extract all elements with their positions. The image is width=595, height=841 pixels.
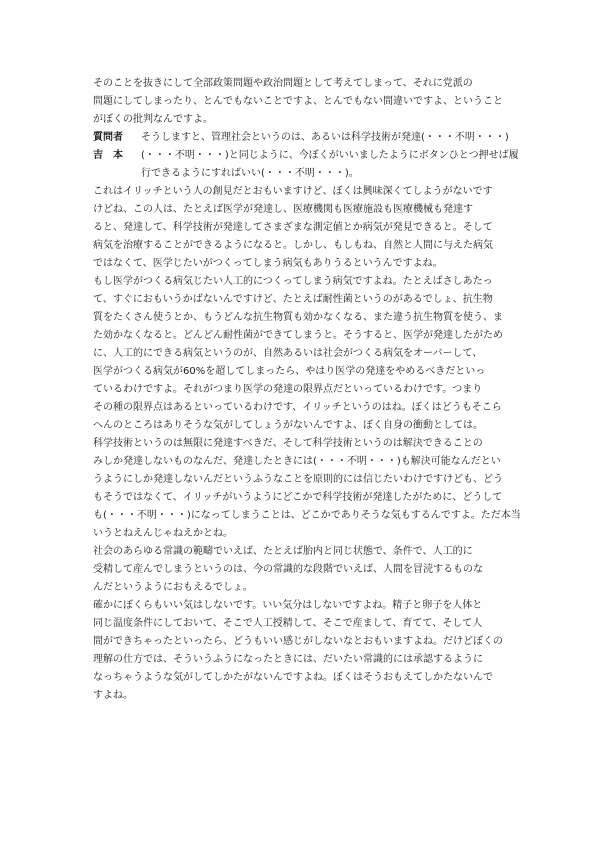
dialogue-line [93, 147, 563, 165]
text-line: けどね、この人は、たとえば医学が発達し、医療機関も医療施設も医療機械も発達す [93, 204, 473, 215]
text-line: 問題にしてしまったり、とんでもないことですよ、とんでもない間違いですよ、ということ [93, 96, 503, 107]
text-line: もそうではなくて、イリッチがいうようにどこかで科学技術が発達したがために、どうして [93, 492, 503, 503]
text-line: に、人工的にできる病気というのが、自然あるいは社会がつくる病気をオーバーして、 [93, 348, 483, 359]
text-line: なっちゃうような気がしてしかたがないんですよね。ぼくはそうおもえてしかたないんで [93, 672, 493, 683]
speaker-label: 質問者 [93, 132, 123, 143]
paragraph [93, 597, 563, 705]
text-line: 確かにぼくらもいい気はしないです。いい気分はしないですよね。精子と卵子を人体と [93, 600, 483, 611]
text-line: 間ができちゃったといったら、どうもいい感じがしないなとおもいますよね。だけどぼくの [93, 636, 503, 647]
text-line: も(・・・不明・・・)になってしまうことは、どこかでありそうな気もするんですよ。ただ本当 [93, 510, 521, 521]
dialogue-line [93, 129, 563, 147]
transcript-body [93, 75, 563, 705]
text-line: へんのところはありそうな気がしてしょうがないんですよ、ぼく自身の衝動としては。 [93, 420, 483, 431]
text-line: 医学がつくる病気が60%を超してしまったら、やはり医学の発達をやめるべきだといっ [93, 366, 486, 377]
paragraph [93, 273, 563, 435]
text-line: 科学技術というのは無限に発達すべきだ、そして科学技術というのは解決できることの [93, 438, 483, 449]
text-line: 質をたくさん使うとか、もうどんな抗生物質も効かなくなる、また違う抗生物質を使う、ま [93, 312, 503, 323]
paragraph [93, 435, 563, 543]
text-line: た効かなくなると。どんどん耐性菌ができてしまうと。そうすると、医学が発達したがため [93, 330, 503, 341]
dialogue-turn-yoshimoto [93, 147, 563, 183]
speaker-label: 吉 本 [93, 150, 123, 161]
dialogue-turn-questioner [93, 129, 563, 147]
speech-text: (・・・不明・・・)と同じように、今ぼくがいいましたようにボタンひとつ押せば履 [141, 150, 519, 161]
text-line: すよね。 [93, 690, 133, 701]
text-line: もし医学がつくる病気じたい人工的につくってしまう病気ですよね。たとえばさしあたっ [93, 276, 493, 287]
text-line: 社会のあらゆる常識の範疇でいえば、たとえば胎内と同じ状態で、条件で、人工的に [93, 546, 473, 557]
text-line: 受精して産んでしまうというのは、今の常識的な段階でいえば、人間を冒涜するものな [93, 564, 483, 575]
text-line: そのことを抜きにして全部政策問題や政治問題として考えてしまって、それに党派の [93, 78, 473, 89]
text-line: ているわけですよ。それがつまり医学の発達の限界点だといっているわけです。つまり [93, 384, 483, 395]
paragraph [93, 543, 563, 597]
paragraph [93, 75, 563, 129]
text-line: みしか発達しないものなんだ、発達したときには(・・・不明・・・)も解決可能なんだとい [93, 456, 501, 467]
speech-continuation-line: 行できるようにすればいい(・・・不明・・・)。 [141, 168, 359, 179]
text-line: ではなくて、医学じたいがつくってしまう病気もありうるというんですよね。 [93, 258, 443, 269]
speech-text: そうしますと、管理社会というのは、あるいは科学技術が発達(・・・不明・・・) [141, 132, 509, 143]
text-line: んだというようにおもえるでしょ。 [93, 582, 253, 593]
paragraph [93, 183, 563, 273]
text-line: 理解の仕方では、そういうふうになったときには、だいたい常識的には承認するように [93, 654, 483, 665]
text-line: これはイリッチという人の創見だとおもいますけど、ぼくは興味深くてしようがないです [93, 186, 493, 197]
text-line: て、すぐにおもいうかばないんですけど、たとえば耐性菌というのがあるでしょ、抗生物 [93, 294, 493, 305]
text-line: いうとねえんじゃねえかとね。 [93, 528, 233, 539]
text-line: うようにしか発達しないんだというふうなことを原則的には信じたいわけですけども、どう [93, 474, 503, 485]
text-line: 病気を治療することができるようになると。しかし、もしもね、自然と人間に与えた病気 [93, 240, 493, 251]
text-line: その種の限界点はあるといっているわけです、イリッチというのはね。ぼくはどうもそこら [93, 402, 502, 413]
text-line: ると、発達して、科学技術が発達してさまざまな測定値とか病気が発見できると。そして [93, 222, 493, 233]
text-line: 同じ温度条件にしておいて、そこで人工授精して、そこで産まして、育てて、そして人 [93, 618, 483, 629]
text-line: がぼくの批判なんですよ。 [93, 114, 213, 125]
